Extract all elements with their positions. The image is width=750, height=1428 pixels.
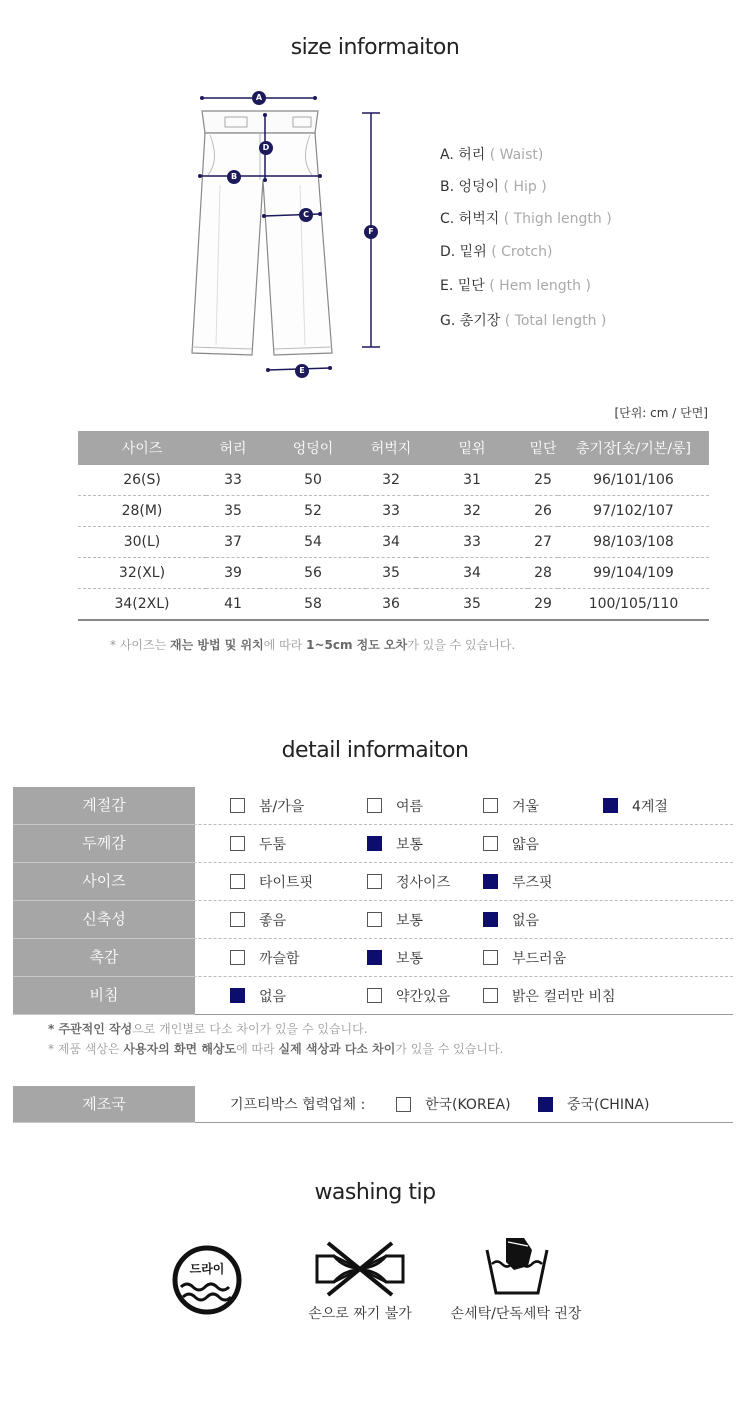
detail-option-label: 까슬함 [259,950,300,967]
header-waist: 허리 [206,431,260,465]
table-cell: 25 [528,465,558,496]
table-cell: 54 [260,527,366,558]
checkbox[interactable] [483,874,498,889]
detail-row [13,825,733,863]
checkbox-korea[interactable] [396,1097,411,1112]
checkbox[interactable] [367,874,382,889]
table-cell: 32(XL) [78,558,206,589]
detail-option-label: 보통 [396,836,424,853]
detail-row [13,977,733,1015]
detail-option[interactable] [230,977,286,1014]
table-cell: 26 [528,496,558,527]
detail-option[interactable] [483,901,539,938]
checkbox[interactable] [483,988,498,1003]
detail-option[interactable] [483,825,539,862]
table-cell: 39 [206,558,260,589]
detail-option[interactable] [230,863,313,900]
hand-wash-label: 손세탁/단독세탁 권장 [450,1306,582,1322]
table-cell: 35 [366,558,416,589]
checkbox[interactable] [230,988,245,1003]
detail-option-label: 보통 [396,950,424,967]
checkbox[interactable] [230,836,245,851]
detail-option-label: 정사이즈 [396,874,451,891]
detail-option[interactable] [483,863,553,900]
header-hem: 밑단 [528,431,558,465]
detail-option[interactable] [483,977,616,1014]
detail-row [13,863,733,901]
checkbox[interactable] [367,836,382,851]
table-row [78,589,709,621]
checkbox[interactable] [483,836,498,851]
badge-e: E [295,364,309,378]
origin-option-china[interactable]: 중국(CHINA) [538,1086,649,1122]
detail-option[interactable] [483,787,539,824]
detail-row-label: 신축성 [13,901,195,939]
checkbox[interactable] [230,912,245,927]
checkbox-china[interactable] [538,1097,553,1112]
table-cell: 26(S) [78,465,206,496]
checkbox[interactable] [230,950,245,965]
detail-row [13,901,733,939]
dry-clean-text: 드라이 [189,1262,225,1276]
detail-option-label: 루즈핏 [512,874,553,891]
detail-row-label: 촉감 [13,939,195,977]
table-cell: 32 [416,496,528,527]
checkbox[interactable] [230,874,245,889]
detail-option[interactable] [483,939,566,976]
table-cell: 32 [366,465,416,496]
table-row [78,558,709,589]
table-cell: 56 [260,558,366,589]
header-thigh: 허벅지 [366,431,416,465]
no-wring-label: 손으로 짜기 불가 [308,1306,412,1322]
detail-option-label: 밝은 컬러만 비침 [512,988,616,1005]
table-cell: 29 [528,589,558,621]
table-cell: 41 [206,589,260,621]
detail-option-label: 없음 [259,988,287,1005]
detail-row [13,939,733,977]
detail-option[interactable] [230,939,300,976]
detail-row-label: 사이즈 [13,863,195,901]
table-cell: 58 [260,589,366,621]
table-cell: 34 [416,558,528,589]
table-cell: 31 [416,465,528,496]
detail-option[interactable] [367,825,423,862]
detail-option[interactable] [230,901,286,938]
checkbox[interactable] [483,798,498,813]
table-cell: 97/102/107 [558,496,709,527]
size-note: * 사이즈는 재는 방법 및 위치에 따라 1~5cm 정도 오차가 있을 수 있습니다. [110,638,516,652]
badge-a: A [252,91,266,105]
legend-crotch: D. 밑위 ( Crotch) [440,244,553,260]
checkbox[interactable] [603,798,618,813]
detail-option-label: 없음 [512,912,540,929]
detail-option-label: 여름 [396,798,424,815]
checkbox[interactable] [230,798,245,813]
table-cell: 37 [206,527,260,558]
badge-d: D [259,141,273,155]
detail-option[interactable] [367,901,423,938]
unit-label: [단위: cm / 단면] [614,406,708,420]
badge-b: B [227,170,241,184]
table-cell: 99/104/109 [558,558,709,589]
header-total-length: 총기장[숏/기본/롱] [558,431,709,465]
badge-c: C [299,208,313,222]
table-cell: 36 [366,589,416,621]
table-row [78,527,709,558]
checkbox[interactable] [367,798,382,813]
header-hip: 엉덩이 [260,431,366,465]
detail-option-label: 약간있음 [396,988,451,1005]
table-cell: 35 [416,589,528,621]
detail-option-label: 겨울 [512,798,540,815]
badge-f: F [364,225,378,239]
table-cell: 35 [206,496,260,527]
table-cell: 33 [366,496,416,527]
detail-option[interactable] [367,863,450,900]
dry-clean-icon [171,1242,243,1318]
table-cell: 27 [528,527,558,558]
size-table-header [78,431,709,465]
origin-label: 제조국 [13,1086,195,1123]
table-cell: 52 [260,496,366,527]
checkbox[interactable] [483,950,498,965]
detail-row-label: 비침 [13,977,195,1015]
table-cell: 33 [206,465,260,496]
origin-row [13,1086,733,1123]
detail-option[interactable] [367,787,423,824]
detail-row-label: 계절감 [13,787,195,825]
detail-option-label: 보통 [396,912,424,929]
hand-wash-icon [484,1236,550,1296]
table-cell: 28(M) [78,496,206,527]
table-cell: 33 [416,527,528,558]
detail-option-label: 봄/가을 [259,798,305,815]
table-row [78,496,709,527]
table-cell: 28 [528,558,558,589]
table-cell: 96/101/106 [558,465,709,496]
size-section-title: size informaiton [290,35,460,60]
detail-option-label: 얇음 [512,836,540,853]
legend-hip: B. 엉덩이 ( Hip ) [440,179,547,195]
no-wring-icon [314,1240,406,1298]
detail-option-label: 4계절 [632,798,668,815]
header-crotch: 밑위 [416,431,528,465]
checkbox[interactable] [367,988,382,1003]
detail-section-title: detail informaiton [281,738,469,763]
table-cell: 30(L) [78,527,206,558]
washing-section-title: washing tip [314,1180,436,1205]
legend-total-length: G. 총기장 ( Total length ) [440,313,607,329]
detail-note-2: * 제품 색상은 사용자의 화면 해상도에 따라 실제 색상과 다소 차이가 있을 수 있습니다. [48,1042,504,1056]
table-row [78,465,709,496]
detail-row-label: 두께감 [13,825,195,863]
detail-note-1: * 주관적인 작성으로 개인별로 다소 차이가 있을 수 있습니다. [48,1022,368,1036]
detail-option[interactable] [603,787,668,824]
origin-option-korea[interactable]: 한국(KOREA) [396,1086,511,1122]
table-cell: 34(2XL) [78,589,206,621]
legend-thigh: C. 허벅지 ( Thigh length ) [440,211,612,227]
table-cell: 50 [260,465,366,496]
detail-table [13,787,733,1015]
detail-option[interactable] [367,939,423,976]
detail-option-label: 좋음 [259,912,287,929]
checkbox[interactable] [367,950,382,965]
legend-hem: E. 밑단 ( Hem length ) [440,278,591,294]
detail-option-label: 부드러움 [512,950,567,967]
size-table [78,431,709,621]
detail-option[interactable] [230,787,304,824]
table-cell: 100/105/110 [558,589,709,621]
checkbox[interactable] [367,912,382,927]
detail-option[interactable] [230,825,286,862]
legend-waist: A. 허리 ( Waist) [440,147,544,163]
detail-option-label: 두툼 [259,836,287,853]
table-cell: 34 [366,527,416,558]
origin-partner-label: 기프티박스 협력업체 : [230,1097,366,1113]
detail-row [13,787,733,825]
detail-option[interactable] [367,977,450,1014]
checkbox[interactable] [483,912,498,927]
detail-option-label: 타이트핏 [259,874,314,891]
table-cell: 98/103/108 [558,527,709,558]
header-size: 사이즈 [78,431,206,465]
